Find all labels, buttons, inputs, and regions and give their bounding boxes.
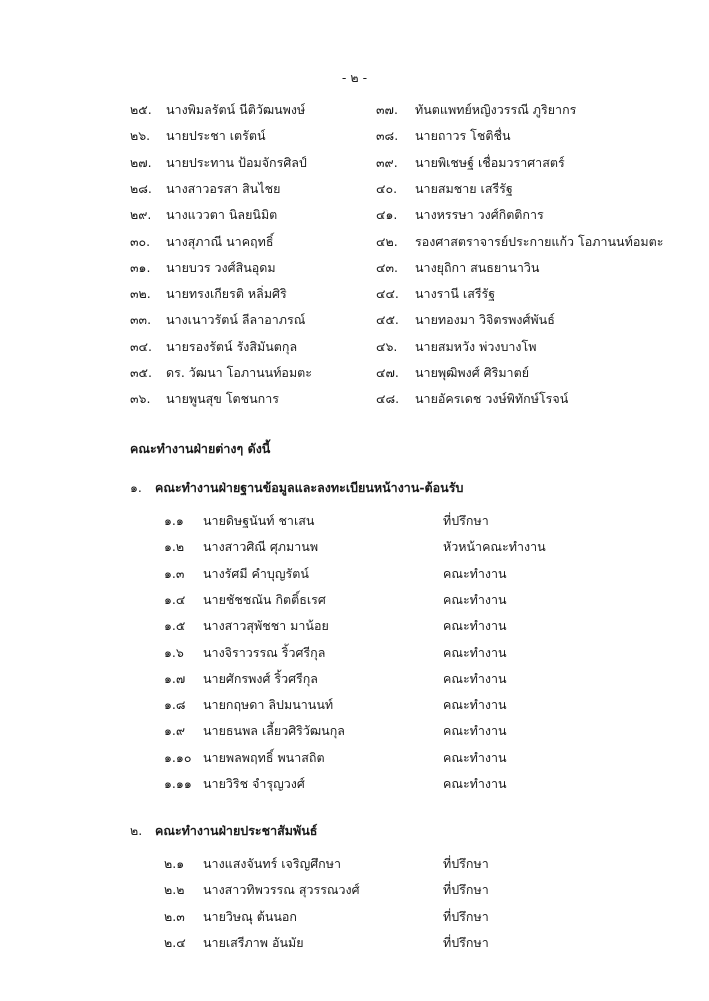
member-name: นายทรงเกียรติ หลิ่มศิริ (166, 286, 287, 302)
committee-row (0, 512, 709, 530)
committee-number: ๑.๘ (164, 697, 186, 713)
committee-role: หัวหน้าคณะทำงาน (443, 539, 546, 555)
member-number: ๔๓. (376, 259, 398, 275)
committee-member-name: นายดิษฐนันท์ ชาเสน (203, 513, 315, 528)
committee-row (0, 617, 709, 635)
member-name: นางรานี เสรีรัฐ (415, 286, 496, 302)
member-name: นางแววตา นิลยนิมิต (166, 207, 278, 223)
committee-number: ๑.๓ (164, 565, 185, 581)
member-number: ๓๑. (130, 259, 151, 275)
committee-number: ๑.๑๑ (164, 776, 192, 791)
member-number: ๒๖. (130, 128, 151, 144)
committee-row (0, 722, 709, 740)
committee-number: ๑.๗ (164, 670, 186, 686)
committee-member-name: นางสาวศิณี ศุภมานพ (203, 539, 319, 555)
committee-member-name: นางรัศมี คำบุญรัตน์ (203, 565, 309, 581)
member-name: นายสมชาย เสรีรัฐ (415, 180, 513, 196)
committee-member-name: นางสาวทิพวรรณ สุวรรณวงศ์ (203, 882, 360, 898)
committee-number: ๑.๑ (164, 513, 184, 528)
committee-role: คณะทำงาน (443, 749, 507, 765)
committee-member-name: นายชัชชณัน กิตติ์ธเรศ (203, 591, 326, 607)
member-number: ๒๙. (130, 207, 152, 223)
member-number: ๓๓. (130, 312, 152, 328)
member-name: ทันตแพทย์หญิงวรรณี ภูริยากร (415, 102, 577, 117)
member-name: นางสาวอรสา สินไชย (166, 180, 281, 196)
member-name: นางพิมลรัตน์ นีติวัฒนพงษ์ (166, 102, 306, 117)
committee-row (0, 538, 709, 556)
committee-role: คณะทำงาน (443, 618, 507, 634)
member-name: นายอัครเดช วงษ์พิทักษ์โรจน์ (415, 391, 569, 407)
committee-role: ที่ปรึกษา (443, 856, 489, 871)
committee-number: ๒.๑ (164, 856, 185, 871)
member-number: ๓๘. (376, 128, 399, 144)
section-number: ๑. (130, 480, 142, 495)
member-name: นายทองมา วิจิตรพงศ์พันธ์ (415, 312, 555, 328)
committee-role: คณะทำงาน (443, 591, 507, 607)
committee-member-name: นายวิษณุ ต้นนอก (203, 908, 298, 924)
committee-number: ๑.๒ (164, 539, 185, 555)
committee-number: ๑.๙ (164, 723, 186, 739)
committee-row (0, 591, 709, 609)
section-number: ๒. (130, 823, 143, 838)
committee-row (0, 565, 709, 583)
committee-number: ๑.๕ (164, 618, 186, 634)
committee-role: คณะทำงาน (443, 644, 507, 660)
committee-row (0, 696, 709, 714)
member-number: ๓๔. (130, 338, 152, 354)
member-name: รองศาสตราจารย์ประกายแก้ว โอภานนท์อมตะ (415, 233, 664, 249)
member-number: ๓๗. (376, 102, 398, 117)
committee-member-name: นายกฤษดา ลิปมนานนท์ (203, 697, 334, 713)
member-name: นางหรรษา วงศ์กิตติการ (415, 207, 544, 223)
committee-number: ๒.๓ (164, 908, 185, 924)
subcommittees-heading: คณะทำงานฝ่ายต่างๆ ดังนี้ (130, 441, 271, 456)
member-number: ๔๔. (376, 286, 399, 302)
member-number: ๒๗. (130, 154, 152, 170)
committee-role: ที่ปรึกษา (443, 908, 489, 924)
committee-role: คณะทำงาน (443, 670, 507, 686)
committee-row (0, 881, 709, 899)
member-number: ๓๖. (130, 391, 151, 407)
section-heading-text: คณะทำงานฝ่ายฐานข้อมูลและลงทะเบียนหน้างาน-ต้อนรับ (155, 480, 464, 495)
committee-member-name: นางจิราวรรณ ริ้วศรีกุล (203, 644, 326, 660)
member-name: นายบวร วงศ์สินอุดม (166, 259, 276, 275)
member-name: นายประทาน ป้อมจักรศิลป์ (166, 154, 307, 170)
member-name: นายพิเชษฐ์ เชื่อมวราศาสตร์ (415, 154, 565, 170)
committee-member-name: นายเสรีภาพ อันมัย (203, 934, 304, 950)
member-name: นายพุฒิพงศ์ ศิริมาตย์ (415, 365, 530, 380)
committee-row (0, 775, 709, 793)
committee-row (0, 934, 709, 952)
member-number: ๔๖. (376, 338, 398, 354)
member-number: ๔๒. (376, 233, 398, 249)
member-name: นางสุภาณี นาคฤทธิ์ (166, 233, 274, 249)
member-number: ๓๙. (376, 154, 398, 170)
member-name: นายประชา เตรัตน์ (166, 128, 266, 144)
section-heading-text: คณะทำงานฝ่ายประชาสัมพันธ์ (155, 823, 318, 838)
committee-number: ๑.๖ (164, 644, 184, 660)
committee-number: ๒.๒ (164, 882, 185, 898)
member-name: นายรองรัตน์ รังสิมันตกุล (166, 338, 298, 354)
committee-role: คณะทำงาน (443, 697, 507, 713)
member-number: ๔๘. (376, 391, 400, 407)
member-number: ๔๕. (376, 312, 399, 328)
member-number: ๔๗. (376, 365, 399, 380)
member-name: ดร. วัฒนา โอภานนท์อมตะ (166, 365, 313, 380)
member-number: ๓๐. (130, 233, 151, 249)
member-number: ๔๐. (376, 180, 398, 196)
committee-row (0, 855, 709, 873)
committee-role: คณะทำงาน (443, 723, 507, 739)
committee-member-name: นางสาวสุพัชชา มาน้อย (203, 618, 329, 634)
committee-role: ที่ปรึกษา (443, 513, 489, 528)
committee-row (0, 908, 709, 926)
committee-role: คณะทำงาน (443, 565, 507, 581)
committee-number: ๒.๔ (164, 934, 186, 950)
committee-member-name: นายพลพฤทธิ์ พนาสถิต (203, 749, 325, 765)
member-number: ๒๕. (130, 102, 152, 117)
committee-number: ๑.๔ (164, 591, 186, 607)
member-name: นางยุถิกา สนธยานาวิน (415, 259, 540, 275)
member-number: ๒๘. (130, 180, 152, 196)
committee-row (0, 670, 709, 688)
committee-role: คณะทำงาน (443, 776, 507, 791)
committee-role: ที่ปรึกษา (443, 882, 489, 898)
committee-member-name: นายศักรพงศ์ ริ้วศรีกุล (203, 670, 318, 686)
committee-row (0, 644, 709, 662)
member-number: ๓๒. (130, 286, 151, 302)
member-number: ๔๑. (376, 207, 398, 223)
member-name: นายถาวร โชติชื่น (415, 128, 511, 144)
page-number: - ๒ - (341, 70, 368, 85)
committee-row (0, 749, 709, 767)
committee-member-name: นายธนพล เลี้ยวศิริวัฒนกุล (203, 723, 345, 739)
member-name: นายพูนสุข โตชนการ (166, 391, 279, 407)
committee-role: ที่ปรึกษา (443, 934, 489, 950)
committee-number: ๑.๑๐ (164, 749, 192, 765)
member-name: นางเนาวรัตน์ ลีลาอาภรณ์ (166, 312, 306, 328)
member-name: นายสมหวัง พ่วงบางโพ (415, 338, 537, 354)
member-number: ๓๕. (130, 365, 152, 380)
committee-member-name: นายวิริช จำรุญวงศ์ (203, 776, 305, 791)
committee-member-name: นางแสงจันทร์ เจริญศึกษา (203, 856, 341, 871)
